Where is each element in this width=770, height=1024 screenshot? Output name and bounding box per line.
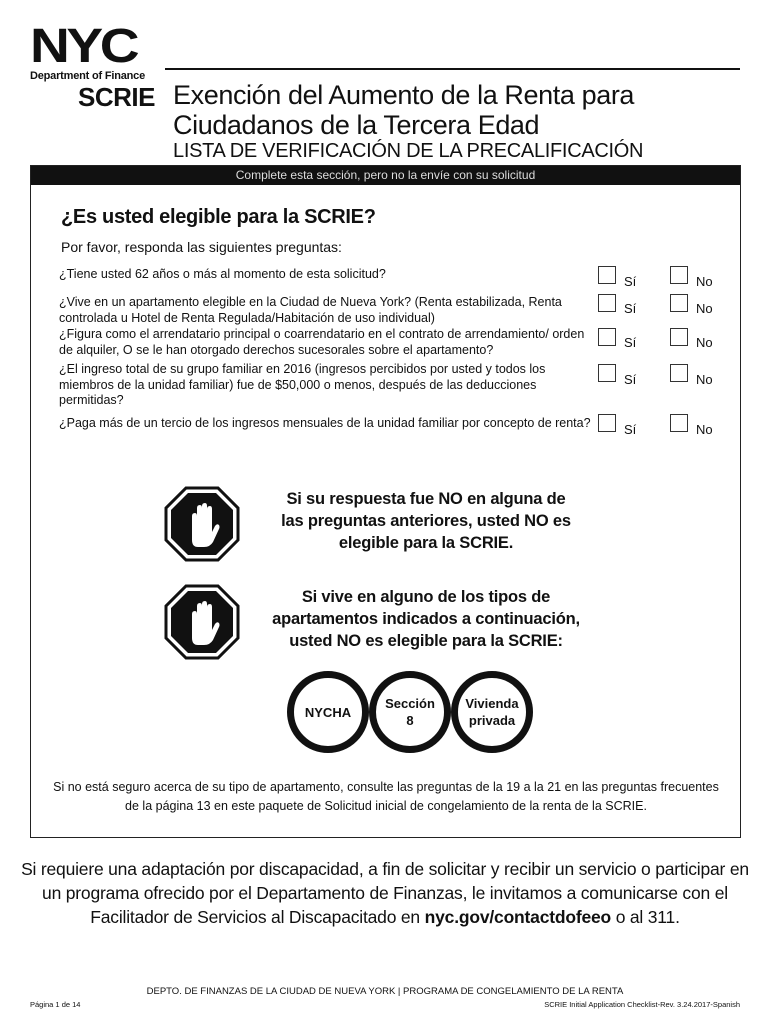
accessibility-text: Si requiere una adaptación por discapacidad, a fin de solicitar y recibir un servicio o participar en un programa ofrecido por el Departamento de Finanzas, le invitamos a comunicarse con el Facilitador de Servicios al Discapacitado en bbox=[21, 859, 749, 927]
contact-link[interactable]: nyc.gov/contactdofeeo bbox=[424, 907, 612, 927]
q1-yes-checkbox[interactable] bbox=[598, 266, 616, 284]
q2-yes-checkbox[interactable] bbox=[598, 294, 616, 312]
q1-no-checkbox[interactable] bbox=[670, 266, 688, 284]
question-3: ¿Figura como el arrendatario principal o coarrendatario en el contrato de arrendamiento/ orden de alquiler, O se le han otorgado derechos sucesorales sobre el apartamento? bbox=[59, 327, 585, 357]
q3-yes-checkbox[interactable] bbox=[598, 328, 616, 346]
eligibility-intro: Por favor, responda las siguientes preguntas: bbox=[61, 239, 342, 255]
logo-department: Department of Finance bbox=[30, 70, 145, 82]
form-id: SCRIE Initial Application Checklist-Rev. 3.24.2017-Spanish bbox=[544, 1000, 740, 1009]
q3-yes-label: Sí bbox=[624, 335, 637, 350]
program-label: SCRIE bbox=[78, 82, 155, 112]
apartment-type-section8 bbox=[369, 671, 451, 753]
checklist-section bbox=[30, 165, 741, 838]
q5-no-checkbox[interactable] bbox=[670, 414, 688, 432]
q4-no-checkbox[interactable] bbox=[670, 364, 688, 382]
header-rule bbox=[165, 68, 740, 70]
apartment-type-nycha bbox=[287, 671, 369, 753]
question-2: ¿Vive en un apartamento elegible en la Ciudad de Nueva York? (Renta estabilizada, Renta controlada u Hotel de Renta Regulada/Habitación de uso individual) bbox=[59, 295, 562, 325]
q3-no-label: No bbox=[696, 335, 713, 350]
question-1: ¿Tiene usted 62 años o más al momento de esta solicitud? bbox=[59, 267, 386, 281]
q1-yes-label: Sí bbox=[624, 274, 637, 289]
warning-not-eligible-answers: Si su respuesta fue NO en alguna de las preguntas anteriores, usted NO es elegible para la SCRIE. bbox=[281, 490, 571, 552]
q2-no-checkbox[interactable] bbox=[670, 294, 688, 312]
accessibility-notice bbox=[20, 857, 750, 929]
apartment-type-label: Vivienda privada bbox=[465, 696, 519, 728]
page-number: Página 1 de 14 bbox=[30, 1000, 81, 1009]
question-4: ¿El ingreso total de su grupo familiar en 2016 (ingresos percibidos por usted y todos los miembros de la unidad familiar) fue de $50,000 o menos, después de las deducciones permitidas? bbox=[59, 362, 546, 407]
page-subtitle: LISTA DE VERIFICACIÓN DE LA PRECALIFICACIÓN bbox=[173, 140, 644, 162]
page-title: Exención del Aumento de la Renta para Ciudadanos de la Tercera Edad bbox=[173, 80, 635, 140]
q4-no-label: No bbox=[696, 372, 713, 387]
apartment-type-private bbox=[451, 671, 533, 753]
nyc-dof-logo bbox=[30, 20, 155, 82]
q5-yes-label: Sí bbox=[624, 422, 637, 437]
q4-yes-label: Sí bbox=[624, 372, 637, 387]
stop-hand-icon bbox=[164, 584, 240, 660]
section-banner: Complete esta sección, pero no la envíe con su solicitud bbox=[31, 166, 740, 185]
apartment-type-note: Si no está seguro acerca de su tipo de apartamento, consulte las preguntas de la 19 a la 21 en las preguntas frecuentes de la página 13 en este paquete de Solicitud inicial de congelamiento de la renta de la SCRIE. bbox=[53, 780, 719, 813]
q2-no-label: No bbox=[696, 301, 713, 316]
q4-yes-checkbox[interactable] bbox=[598, 364, 616, 382]
q3-no-checkbox[interactable] bbox=[670, 328, 688, 346]
stop-hand-icon bbox=[164, 486, 240, 562]
q5-yes-checkbox[interactable] bbox=[598, 414, 616, 432]
footer-department: DEPTO. DE FINANZAS DE LA CIUDAD DE NUEVA YORK | PROGRAMA DE CONGELAMIENTO DE LA RENTA bbox=[146, 986, 624, 997]
accessibility-text-end: o al 311. bbox=[611, 907, 680, 927]
q1-no-label: No bbox=[696, 274, 713, 289]
logo-nyc-text: NYC bbox=[30, 20, 137, 73]
q5-no-label: No bbox=[696, 422, 713, 437]
question-5: ¿Paga más de un tercio de los ingresos mensuales de la unidad familiar por concepto de renta? bbox=[59, 416, 591, 430]
q2-yes-label: Sí bbox=[624, 301, 637, 316]
apartment-type-label: Sección 8 bbox=[385, 696, 435, 728]
warning-not-eligible-types: Si vive en alguno de los tipos de apartamentos indicados a continuación, usted NO es elegible para la SCRIE: bbox=[272, 588, 580, 650]
eligibility-heading: ¿Es usted elegible para la SCRIE? bbox=[61, 206, 376, 228]
apartment-type-label: NYCHA bbox=[304, 704, 352, 720]
